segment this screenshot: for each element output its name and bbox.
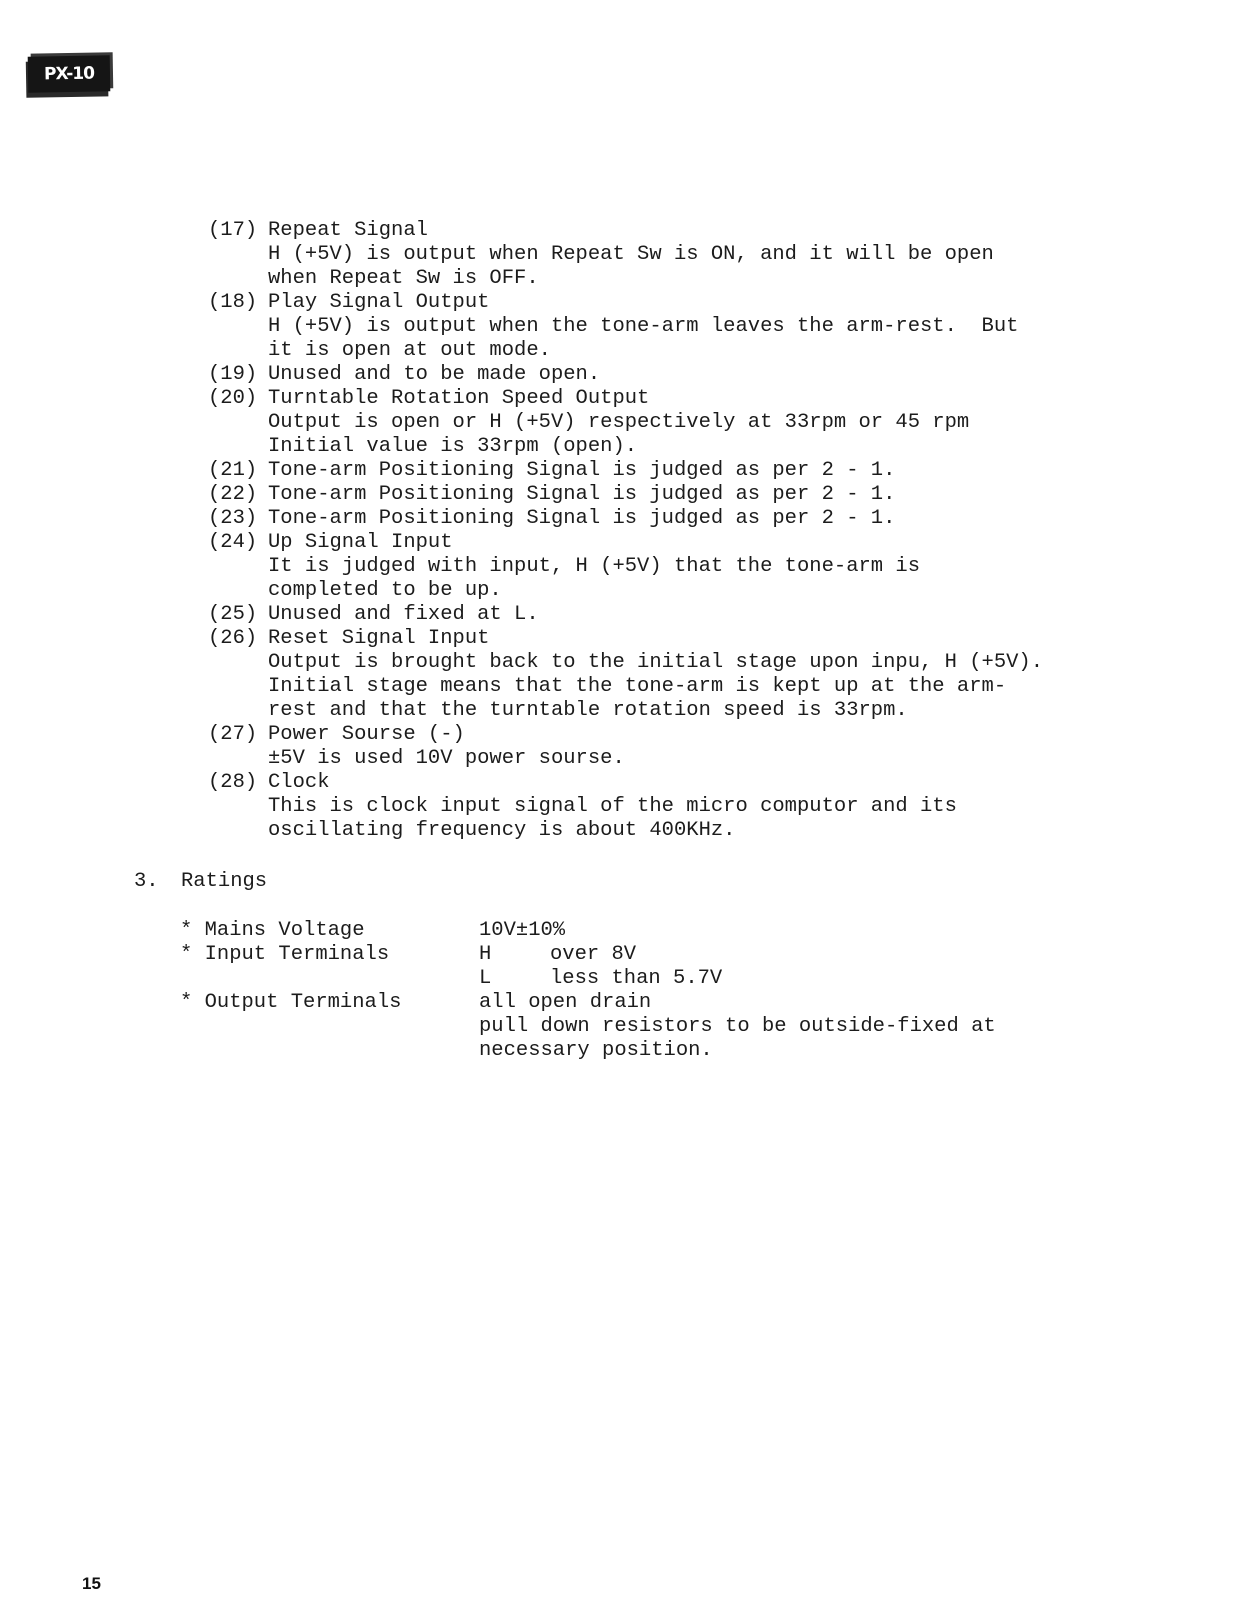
item-number: (25) — [208, 603, 258, 626]
list-item — [208, 363, 1068, 387]
list-item — [208, 627, 1068, 723]
item-text: Initial stage means that the tone-arm is kept up at the arm- — [268, 675, 1007, 698]
mains-voltage-label: * Mains Voltage — [180, 919, 365, 942]
list-item — [208, 387, 1068, 459]
brand-logo: PX-10 — [28, 55, 111, 92]
item-text: ±5V is used 10V power sourse. — [268, 747, 625, 770]
ratings-row — [180, 943, 1080, 967]
item-number: (24) — [208, 531, 258, 554]
ratings-table — [180, 919, 1080, 1063]
item-number: (23) — [208, 507, 258, 530]
item-number: (20) — [208, 387, 258, 410]
ratings-row — [180, 1039, 1080, 1063]
input-h-value: over 8V — [550, 943, 637, 966]
item-text: completed to be up. — [268, 579, 502, 602]
item-number: (22) — [208, 483, 258, 506]
item-title: Up Signal Input — [268, 531, 453, 554]
list-item — [208, 771, 1068, 843]
signal-item-list — [208, 219, 1068, 843]
ratings-row — [180, 967, 1080, 991]
item-title: Power Sourse (-) — [268, 723, 465, 746]
item-text: oscillating frequency is about 400KHz. — [268, 819, 736, 842]
list-item — [208, 531, 1068, 603]
output-terminals-note: pull down resistors to be outside-fixed at — [479, 1015, 996, 1038]
item-title: Play Signal Output — [268, 291, 490, 314]
item-title: Unused and fixed at L. — [268, 603, 539, 626]
list-item — [208, 483, 1068, 507]
ratings-row — [180, 919, 1080, 943]
item-title: Tone-arm Positioning Signal is judged as per 2 - 1. — [268, 507, 896, 530]
item-title: Tone-arm Positioning Signal is judged as per 2 - 1. — [268, 459, 896, 482]
item-title: Reset Signal Input — [268, 627, 490, 650]
mains-voltage-value: 10V±10% — [479, 919, 566, 942]
list-item — [208, 507, 1068, 531]
output-terminals-value: all open drain — [479, 991, 652, 1014]
input-l-value: less than 5.7V — [550, 967, 723, 990]
section-title: Ratings — [181, 870, 268, 893]
page-number: 15 — [82, 1574, 101, 1593]
ratings-row — [180, 1015, 1080, 1039]
list-item — [208, 219, 1068, 291]
item-title: Unused and to be made open. — [268, 363, 601, 386]
item-text: it is open at out mode. — [268, 339, 551, 362]
input-terminals-label: * Input Terminals — [180, 943, 390, 966]
item-text: Output is brought back to the initial stage upon inpu, H (+5V). — [268, 651, 1044, 674]
item-text: Initial value is 33rpm (open). — [268, 435, 638, 458]
item-text: This is clock input signal of the micro computor and its — [268, 795, 957, 818]
item-number: (19) — [208, 363, 258, 386]
item-number: (27) — [208, 723, 258, 746]
item-title: Tone-arm Positioning Signal is judged as per 2 - 1. — [268, 483, 896, 506]
list-item — [208, 723, 1068, 771]
ratings-row — [180, 991, 1080, 1015]
output-terminals-note: necessary position. — [479, 1039, 713, 1062]
item-text: rest and that the turntable rotation speed is 33rpm. — [268, 699, 908, 722]
item-number: (18) — [208, 291, 258, 314]
input-h-key: H — [479, 943, 492, 966]
input-l-key: L — [479, 967, 492, 990]
item-number: (17) — [208, 219, 258, 242]
item-title: Clock — [268, 771, 330, 794]
list-item — [208, 291, 1068, 363]
item-text: when Repeat Sw is OFF. — [268, 267, 539, 290]
item-title: Turntable Rotation Speed Output — [268, 387, 650, 410]
item-text: It is judged with input, H (+5V) that the tone-arm is — [268, 555, 921, 578]
list-item — [208, 459, 1068, 483]
section-heading — [134, 870, 268, 942]
item-text: H (+5V) is output when the tone-arm leaves the arm-rest. But — [268, 315, 1019, 338]
item-text: Output is open or H (+5V) respectively at 33rpm or 45 rpm — [268, 411, 970, 434]
output-terminals-label: * Output Terminals — [180, 991, 402, 1014]
item-number: (26) — [208, 627, 258, 650]
list-item — [208, 603, 1068, 627]
item-text: H (+5V) is output when Repeat Sw is ON, and it will be open — [268, 243, 994, 266]
item-number: (21) — [208, 459, 258, 482]
item-number: (28) — [208, 771, 258, 794]
item-title: Repeat Signal — [268, 219, 428, 242]
section-number: 3. — [134, 870, 159, 893]
